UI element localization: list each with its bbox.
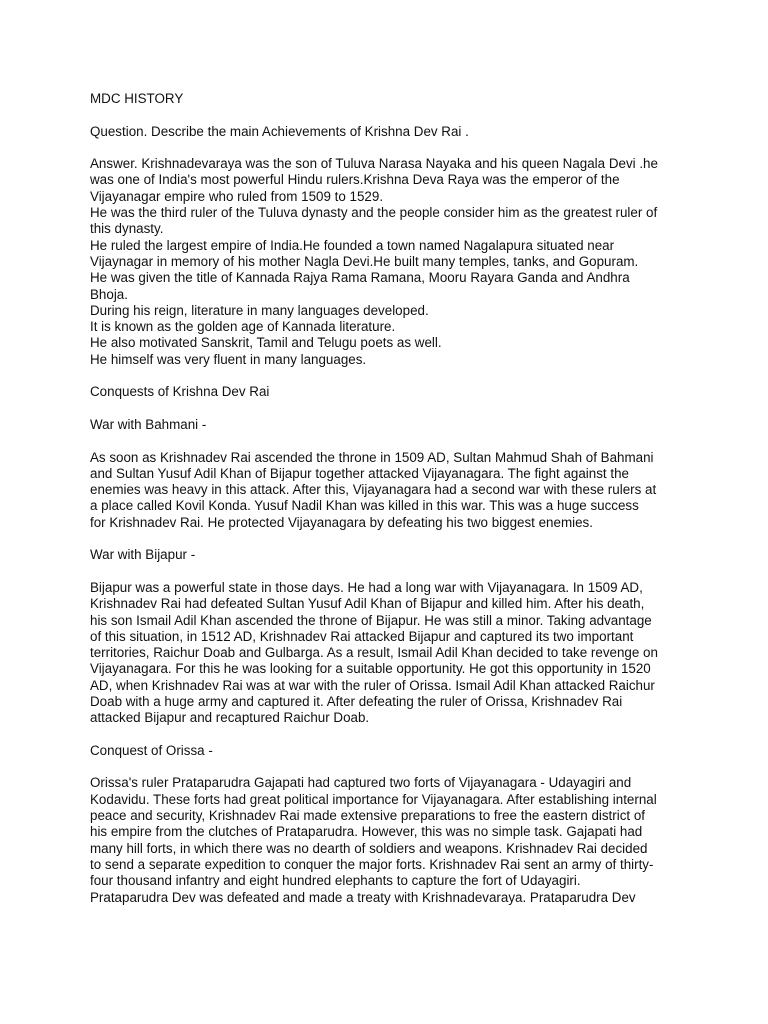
text-line: enemies was heavy in this attack. After this, Vijayanagara had a second war with these rulers at — [90, 482, 657, 498]
text-line: War with Bijapur - — [90, 547, 196, 563]
conquests-heading — [90, 384, 690, 400]
text-line: MDC HISTORY — [90, 91, 184, 106]
orissa-paragraph — [90, 775, 690, 905]
text-line: to send a separate expedition to conquer the major forts. Krishnadev Rai sent an army of thirty- — [90, 856, 654, 872]
text-line: Orissa's ruler Prataparudra Gajapati had captured two forts of Vijayanagara - Udayagiri and — [90, 775, 632, 791]
text-line: During his reign, literature in many languages developed. — [90, 302, 429, 318]
text-line: a place called Kovil Konda. Yusuf Nadil Khan was killed in this war. This was a huge success — [90, 498, 639, 514]
text-line: Vijayanagar empire who ruled from 1509 to 1529. — [90, 188, 384, 204]
bijapur-heading — [90, 547, 690, 563]
bijapur-paragraph — [90, 580, 690, 727]
text-line: Conquest of Orissa - — [90, 742, 213, 758]
orissa-heading — [90, 743, 690, 759]
question-heading — [90, 124, 690, 140]
text-line: his empire from the clutches of Prataparudra. However, this was no simple task. Gajapati had — [90, 824, 643, 840]
text-line: AD, when Krishnadev Rai was at war with the ruler of Orissa. Ismail Adil Khan attacked Raichur — [90, 677, 655, 693]
text-line: peace and security, Krishnadev Rai made extensive preparations to free the eastern district of — [90, 808, 646, 824]
text-line: for Krishnadev Rai. He protected Vijayanagara by defeating his two biggest enemies. — [90, 514, 593, 530]
text-line: Question. Describe the main Achievements of Krishna Dev Rai . — [90, 123, 469, 139]
text-line: He also motivated Sanskrit, Tamil and Telugu poets as well. — [90, 335, 442, 351]
text-line: territories, Raichur Doab and Gulbarga. As a result, Ismail Adil Khan decided to take revenge on — [90, 645, 658, 661]
text-line: Bijapur was a powerful state in those days. He had a long war with Vijayanagara. In 1509 AD, — [90, 579, 643, 595]
text-line: He himself was very fluent in many languages. — [90, 351, 367, 367]
text-line: many hill forts, in which there was no dearth of soldiers and weapons. Krishnadev Rai decided — [90, 840, 648, 856]
text-line: four thousand infantry and eight hundred elephants to capture the fort of Udayagiri. — [90, 873, 581, 889]
text-line: this dynasty. — [90, 221, 164, 237]
text-line: Kodavidu. These forts had great political importance for Vijayanagara. After establishing internal — [90, 791, 657, 807]
bahmani-heading — [90, 417, 690, 433]
text-line: War with Bahmani - — [90, 416, 207, 432]
text-line: Vijaynagar in memory of his mother Nagla Devi.He built many temples, tanks, and Gopuram. — [90, 253, 639, 269]
text-line: As soon as Krishnadev Rai ascended the throne in 1509 AD, Sultan Mahmud Shah of Bahmani — [90, 449, 654, 465]
text-line: Conquests of Krishna Dev Rai — [90, 384, 270, 400]
document-title — [90, 91, 690, 107]
bahmani-paragraph — [90, 450, 690, 531]
text-line: It is known as the golden age of Kannada literature. — [90, 319, 396, 335]
text-line: Krishnadev Rai had defeated Sultan Yusuf Adil Khan of Bijapur and killed him. After his death, — [90, 596, 645, 612]
answer-paragraph — [90, 156, 690, 368]
text-line: Doab with a huge army and captured it. After defeating the ruler of Orissa, Krishnadev Rai — [90, 693, 623, 709]
text-line: was one of India's most powerful Hindu rulers.Krishna Deva Raya was the emperor of the — [90, 172, 620, 188]
text-line: He was the third ruler of the Tuluva dynasty and the people consider him as the greatest ruler of — [90, 205, 658, 221]
document-body — [90, 91, 690, 922]
text-line: He was given the title of Kannada Rajya Rama Ramana, Mooru Rayara Ganda and Andhra — [90, 270, 630, 286]
text-line: Answer. Krishnadevaraya was the son of Tuluva Narasa Nayaka and his queen Nagala Devi .he — [90, 156, 658, 172]
text-line: Bhoja. — [90, 286, 128, 302]
text-line: He ruled the largest empire of India.He founded a town named Nagalapura situated near — [90, 237, 615, 253]
text-line: his son Ismail Adil Khan ascended the throne of Bijapur. He was still a minor. Taking advantage — [90, 612, 652, 628]
text-line: attacked Bijapur and recaptured Raichur Doab. — [90, 710, 370, 726]
text-line: Prataparudra Dev was defeated and made a treaty with Krishnadevaraya. Prataparudra Dev — [90, 889, 636, 905]
text-line: and Sultan Yusuf Adil Khan of Bijapur together attacked Vijayanagara. The fight against the — [90, 465, 629, 481]
text-line: of this situation, in 1512 AD, Krishnadev Rai attacked Bijapur and captured its two important — [90, 628, 634, 644]
text-line: Vijayanagara. For this he was looking for a suitable opportunity. He got this opportunity in 1520 — [90, 661, 651, 677]
